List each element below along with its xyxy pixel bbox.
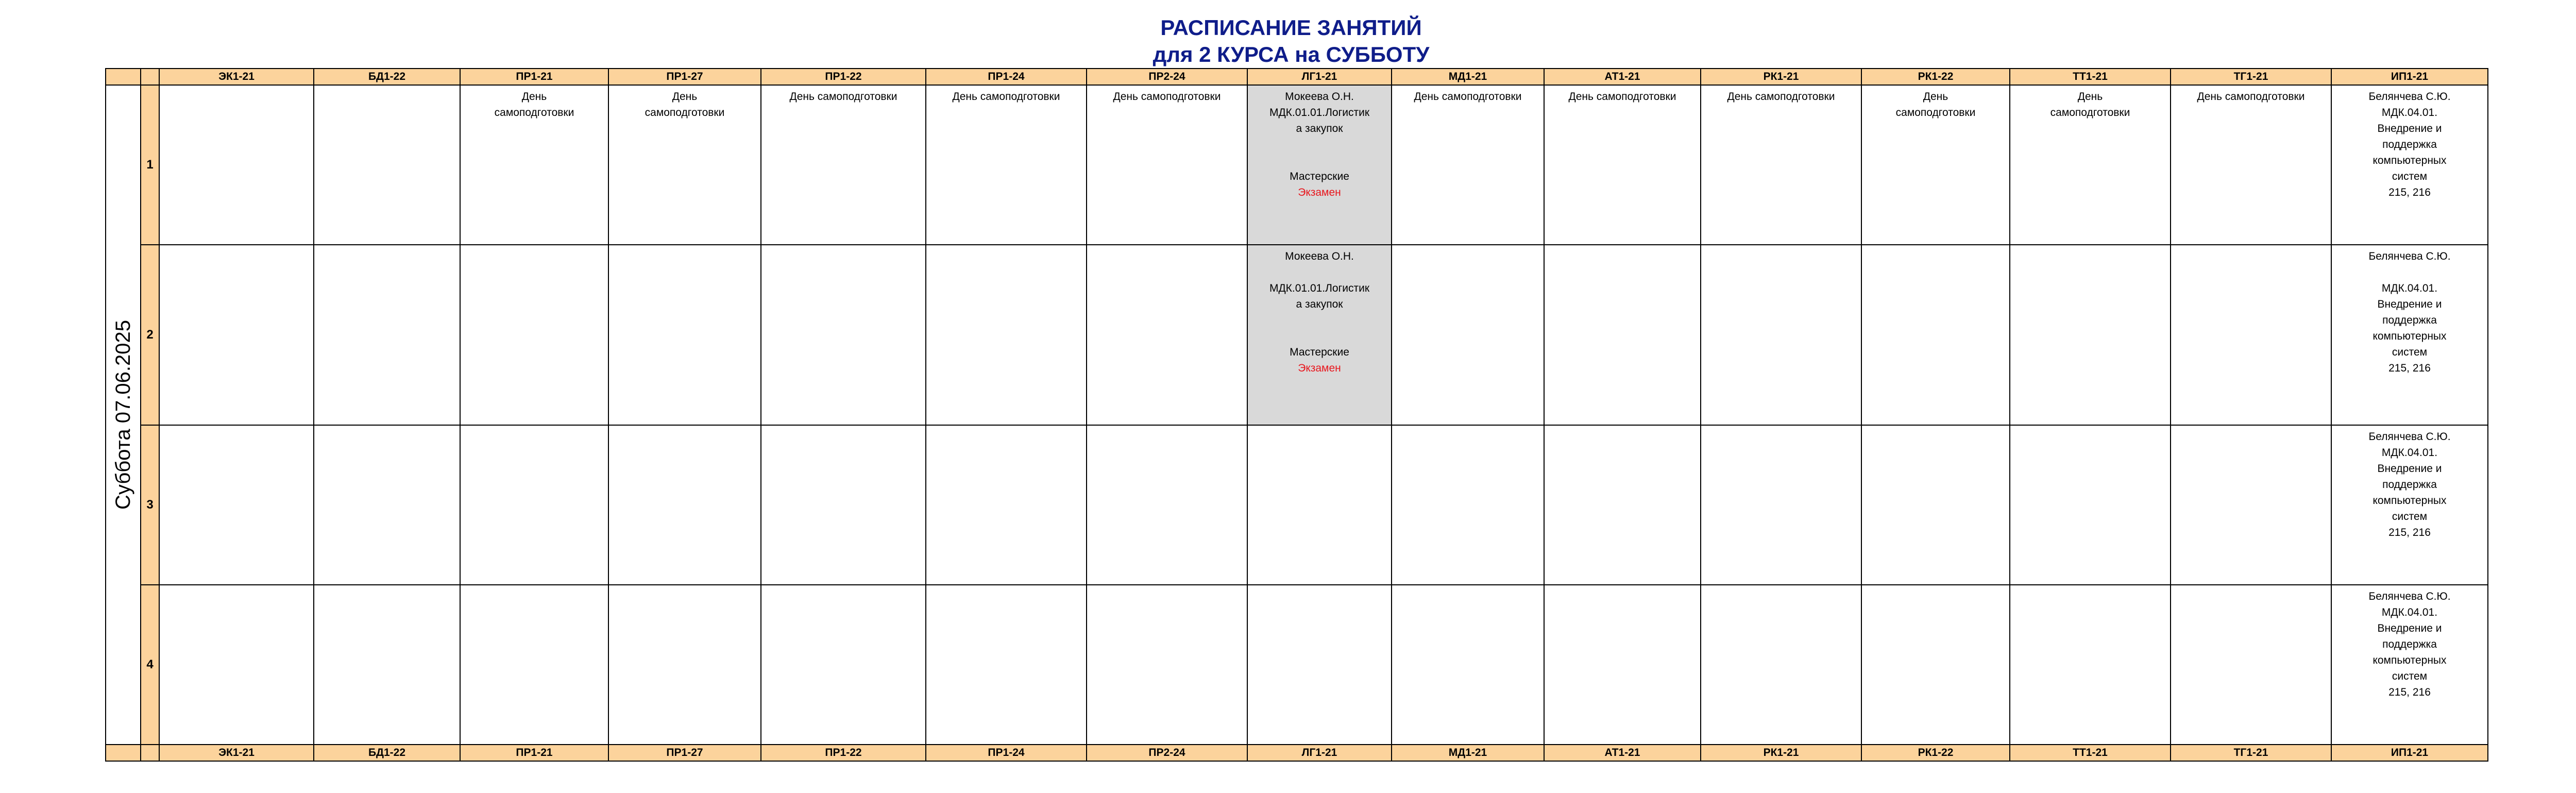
schedule-cell (1247, 425, 1392, 585)
schedule-cell (1087, 585, 1247, 745)
schedule-cell (761, 85, 926, 245)
top-header-row (106, 69, 2488, 85)
group-header-мд1-21: МД1-21 (1392, 745, 1544, 761)
cell-text-line: 215, 216 (2388, 686, 2431, 698)
cell-text-line: МДК.04.01. (2381, 282, 2438, 294)
group-header-эк1-21: ЭК1-21 (159, 69, 314, 85)
schedule-cell (608, 85, 761, 245)
spacer (1251, 264, 1388, 280)
schedule-cell (460, 85, 608, 245)
group-header-пр1-21: ПР1-21 (460, 69, 608, 85)
schedule-cell (2331, 85, 2488, 245)
cell-text-line: Белянчева С.Ю. (2368, 590, 2451, 602)
group-header-пр1-27: ПР1-27 (608, 745, 761, 761)
cell-text-line: систем (2392, 670, 2428, 682)
schedule-cell (1701, 425, 1861, 585)
schedule-cell (1861, 85, 2010, 245)
cell-text-line: поддержка (2382, 314, 2437, 326)
lesson-row (106, 425, 2488, 585)
schedule-cell (608, 585, 761, 745)
group-header-пр1-24: ПР1-24 (926, 745, 1087, 761)
group-header-пр1-27: ПР1-27 (608, 69, 761, 85)
cell-text-line: Белянчева С.Ю. (2368, 91, 2451, 103)
schedule-cell (2010, 585, 2171, 745)
group-header-пр1-24: ПР1-24 (926, 69, 1087, 85)
schedule-cell (1392, 425, 1544, 585)
group-header-ат1-21: АТ1-21 (1544, 69, 1701, 85)
cell-text-line: День самоподготовки (1568, 91, 1676, 103)
cell-text-line: поддержка (2382, 479, 2437, 491)
corner-cell (106, 69, 141, 85)
schedule-cell (1701, 85, 1861, 245)
schedule-cell (1544, 425, 1701, 585)
day-label-cell (106, 85, 141, 745)
spacer (1251, 312, 1388, 344)
schedule-cell (1247, 245, 1392, 425)
group-header-мд1-21: МД1-21 (1392, 69, 1544, 85)
schedule-cell (1861, 245, 2010, 425)
group-header-рк1-22: РК1-22 (1861, 745, 2010, 761)
cell-text-line: систем (2392, 511, 2428, 522)
schedule-cell (314, 85, 460, 245)
schedule-cell (2010, 85, 2171, 245)
schedule-cell (159, 85, 314, 245)
schedule-cell (2010, 425, 2171, 585)
cell-text-line: МДК.04.01. (2381, 447, 2438, 459)
schedule-cell (926, 85, 1087, 245)
schedule-cell (1247, 585, 1392, 745)
cell-text-line: 215, 216 (2388, 187, 2431, 198)
schedule-cell (159, 245, 314, 425)
day-label: Суббота 07.06.2025 (112, 320, 134, 510)
schedule-cell (2331, 425, 2488, 585)
schedule-cell (608, 425, 761, 585)
group-header-рк1-21: РК1-21 (1701, 745, 1861, 761)
group-header-рк1-21: РК1-21 (1701, 69, 1861, 85)
cell-text-line: День самоподготовки (2197, 91, 2305, 103)
schedule-title: РАСПИСАНИЕ ЗАНЯТИЙ (1160, 15, 1422, 40)
cell-text-line: День самоподготовки (1727, 91, 1835, 103)
subject-line: а закупок (1296, 123, 1343, 134)
room-name: Мастерские (1290, 171, 1349, 182)
group-header-тг1-21: ТГ1-21 (2171, 69, 2331, 85)
schedule-cell (1701, 585, 1861, 745)
group-header-пр2-24: ПР2-24 (1087, 745, 1247, 761)
schedule-table (105, 68, 2488, 762)
schedule-cell (314, 425, 460, 585)
group-header-пр1-22: ПР1-22 (761, 745, 926, 761)
schedule-cell (2171, 425, 2331, 585)
schedule-cell (926, 585, 1087, 745)
lesson-row (106, 245, 2488, 425)
schedule-cell (314, 245, 460, 425)
cell-text-line: поддержка (2382, 139, 2437, 150)
cell-text-line: Внедрение и (2377, 463, 2442, 475)
schedule-cell (1087, 85, 1247, 245)
cell-text-line: компьютерных (2372, 495, 2447, 507)
schedule-cell (460, 585, 608, 745)
cell-text-line: День (672, 91, 698, 103)
schedule-subtitle: для 2 КУРСА на СУББОТУ (1153, 42, 1430, 66)
subject-line: МДК.01.01.Логистик (1269, 107, 1370, 119)
cell-text-line: День самоподготовки (1113, 91, 1221, 103)
group-header-бд1-22: БД1-22 (314, 745, 460, 761)
schedule-cell (314, 585, 460, 745)
schedule-cell (1861, 585, 2010, 745)
schedule-cell (2331, 245, 2488, 425)
subject-line: МДК.01.01.Логистик (1269, 282, 1370, 294)
schedule-cell (2171, 585, 2331, 745)
cell-text-line: систем (2392, 171, 2428, 182)
group-header-эк1-21: ЭК1-21 (159, 745, 314, 761)
cell-text-line (2335, 264, 2484, 280)
group-header-пр2-24: ПР2-24 (1087, 69, 1247, 85)
cell-text-line: компьютерных (2372, 155, 2447, 166)
cell-text-line: самоподготовки (1895, 107, 1976, 119)
lesson-number: 1 (141, 85, 159, 245)
group-header-пр1-21: ПР1-21 (460, 745, 608, 761)
cell-text-line: День (2077, 91, 2103, 103)
schedule-cell (926, 245, 1087, 425)
lesson-row (106, 585, 2488, 745)
cell-text-line: самоподготовки (2050, 107, 2130, 119)
cell-text-line: поддержка (2382, 638, 2437, 650)
schedule-cell (460, 425, 608, 585)
cell-text-line: МДК.04.01. (2381, 606, 2438, 618)
cell-text-line: самоподготовки (494, 107, 574, 119)
lesson-number: 3 (141, 425, 159, 585)
exam-label: Экзамен (1298, 187, 1341, 198)
cell-text-line: День самоподготовки (952, 91, 1060, 103)
cell-text-line: Внедрение и (2377, 622, 2442, 634)
corner-cell (106, 745, 141, 761)
schedule-cell (761, 425, 926, 585)
cell-text-line: Белянчева С.Ю. (2368, 431, 2451, 443)
group-header-ип1-21: ИП1-21 (2331, 69, 2488, 85)
cell-text-line: День (1923, 91, 1948, 103)
group-header-тт1-21: ТТ1-21 (2010, 69, 2171, 85)
schedule-cell (1392, 85, 1544, 245)
schedule-cell (159, 585, 314, 745)
schedule-cell (1087, 245, 1247, 425)
cell-text-line: самоподготовки (645, 107, 725, 119)
schedule-cell (1247, 85, 1392, 245)
cell-text-line: компьютерных (2372, 654, 2447, 666)
schedule-cell (1544, 585, 1701, 745)
exam-label: Экзамен (1298, 362, 1341, 374)
group-header-ат1-21: АТ1-21 (1544, 745, 1701, 761)
schedule-cell (2171, 85, 2331, 245)
group-header-рк1-22: РК1-22 (1861, 69, 2010, 85)
schedule-cell (1861, 425, 2010, 585)
corner-cell (141, 69, 159, 85)
schedule-cell (159, 425, 314, 585)
cell-text-line: МДК.04.01. (2381, 107, 2438, 119)
schedule-cell (2171, 245, 2331, 425)
schedule-cell (1544, 245, 1701, 425)
cell-text-line: Белянчева С.Ю. (2368, 250, 2451, 262)
schedule-cell (761, 585, 926, 745)
schedule-cell (608, 245, 761, 425)
cell-text-line: День (521, 91, 547, 103)
cell-text-line: Внедрение и (2377, 298, 2442, 310)
schedule-cell (761, 245, 926, 425)
group-header-тт1-21: ТТ1-21 (2010, 745, 2171, 761)
cell-text-line: 215, 216 (2388, 527, 2431, 538)
cell-text-line: компьютерных (2372, 330, 2447, 342)
group-header-лг1-21: ЛГ1-21 (1247, 69, 1392, 85)
room-name: Мастерские (1290, 346, 1349, 358)
group-header-бд1-22: БД1-22 (314, 69, 460, 85)
lesson-number: 2 (141, 245, 159, 425)
spacer (1251, 137, 1388, 168)
schedule-cell (1701, 245, 1861, 425)
schedule-cell (2331, 585, 2488, 745)
group-header-лг1-21: ЛГ1-21 (1247, 745, 1392, 761)
schedule-cell (1087, 425, 1247, 585)
cell-text-line: систем (2392, 346, 2428, 358)
teacher-name: Мокеева О.Н. (1285, 250, 1354, 262)
lesson-number: 4 (141, 585, 159, 745)
group-header-пр1-22: ПР1-22 (761, 69, 926, 85)
teacher-name: Мокеева О.Н. (1285, 91, 1354, 103)
lesson-row (106, 85, 2488, 245)
schedule-cell (1392, 585, 1544, 745)
schedule-cell (926, 425, 1087, 585)
schedule-cell (1544, 85, 1701, 245)
group-header-тг1-21: ТГ1-21 (2171, 745, 2331, 761)
schedule-cell (2010, 245, 2171, 425)
schedule-cell (460, 245, 608, 425)
cell-text-line: 215, 216 (2388, 362, 2431, 374)
subject-line: а закупок (1296, 298, 1343, 310)
corner-cell (141, 745, 159, 761)
cell-text-line: День самоподготовки (789, 91, 897, 103)
bottom-header-row (106, 745, 2488, 761)
cell-text-line: День самоподготовки (1414, 91, 1522, 103)
cell-text-line: Внедрение и (2377, 123, 2442, 134)
schedule-cell (1392, 245, 1544, 425)
group-header-ип1-21: ИП1-21 (2331, 745, 2488, 761)
